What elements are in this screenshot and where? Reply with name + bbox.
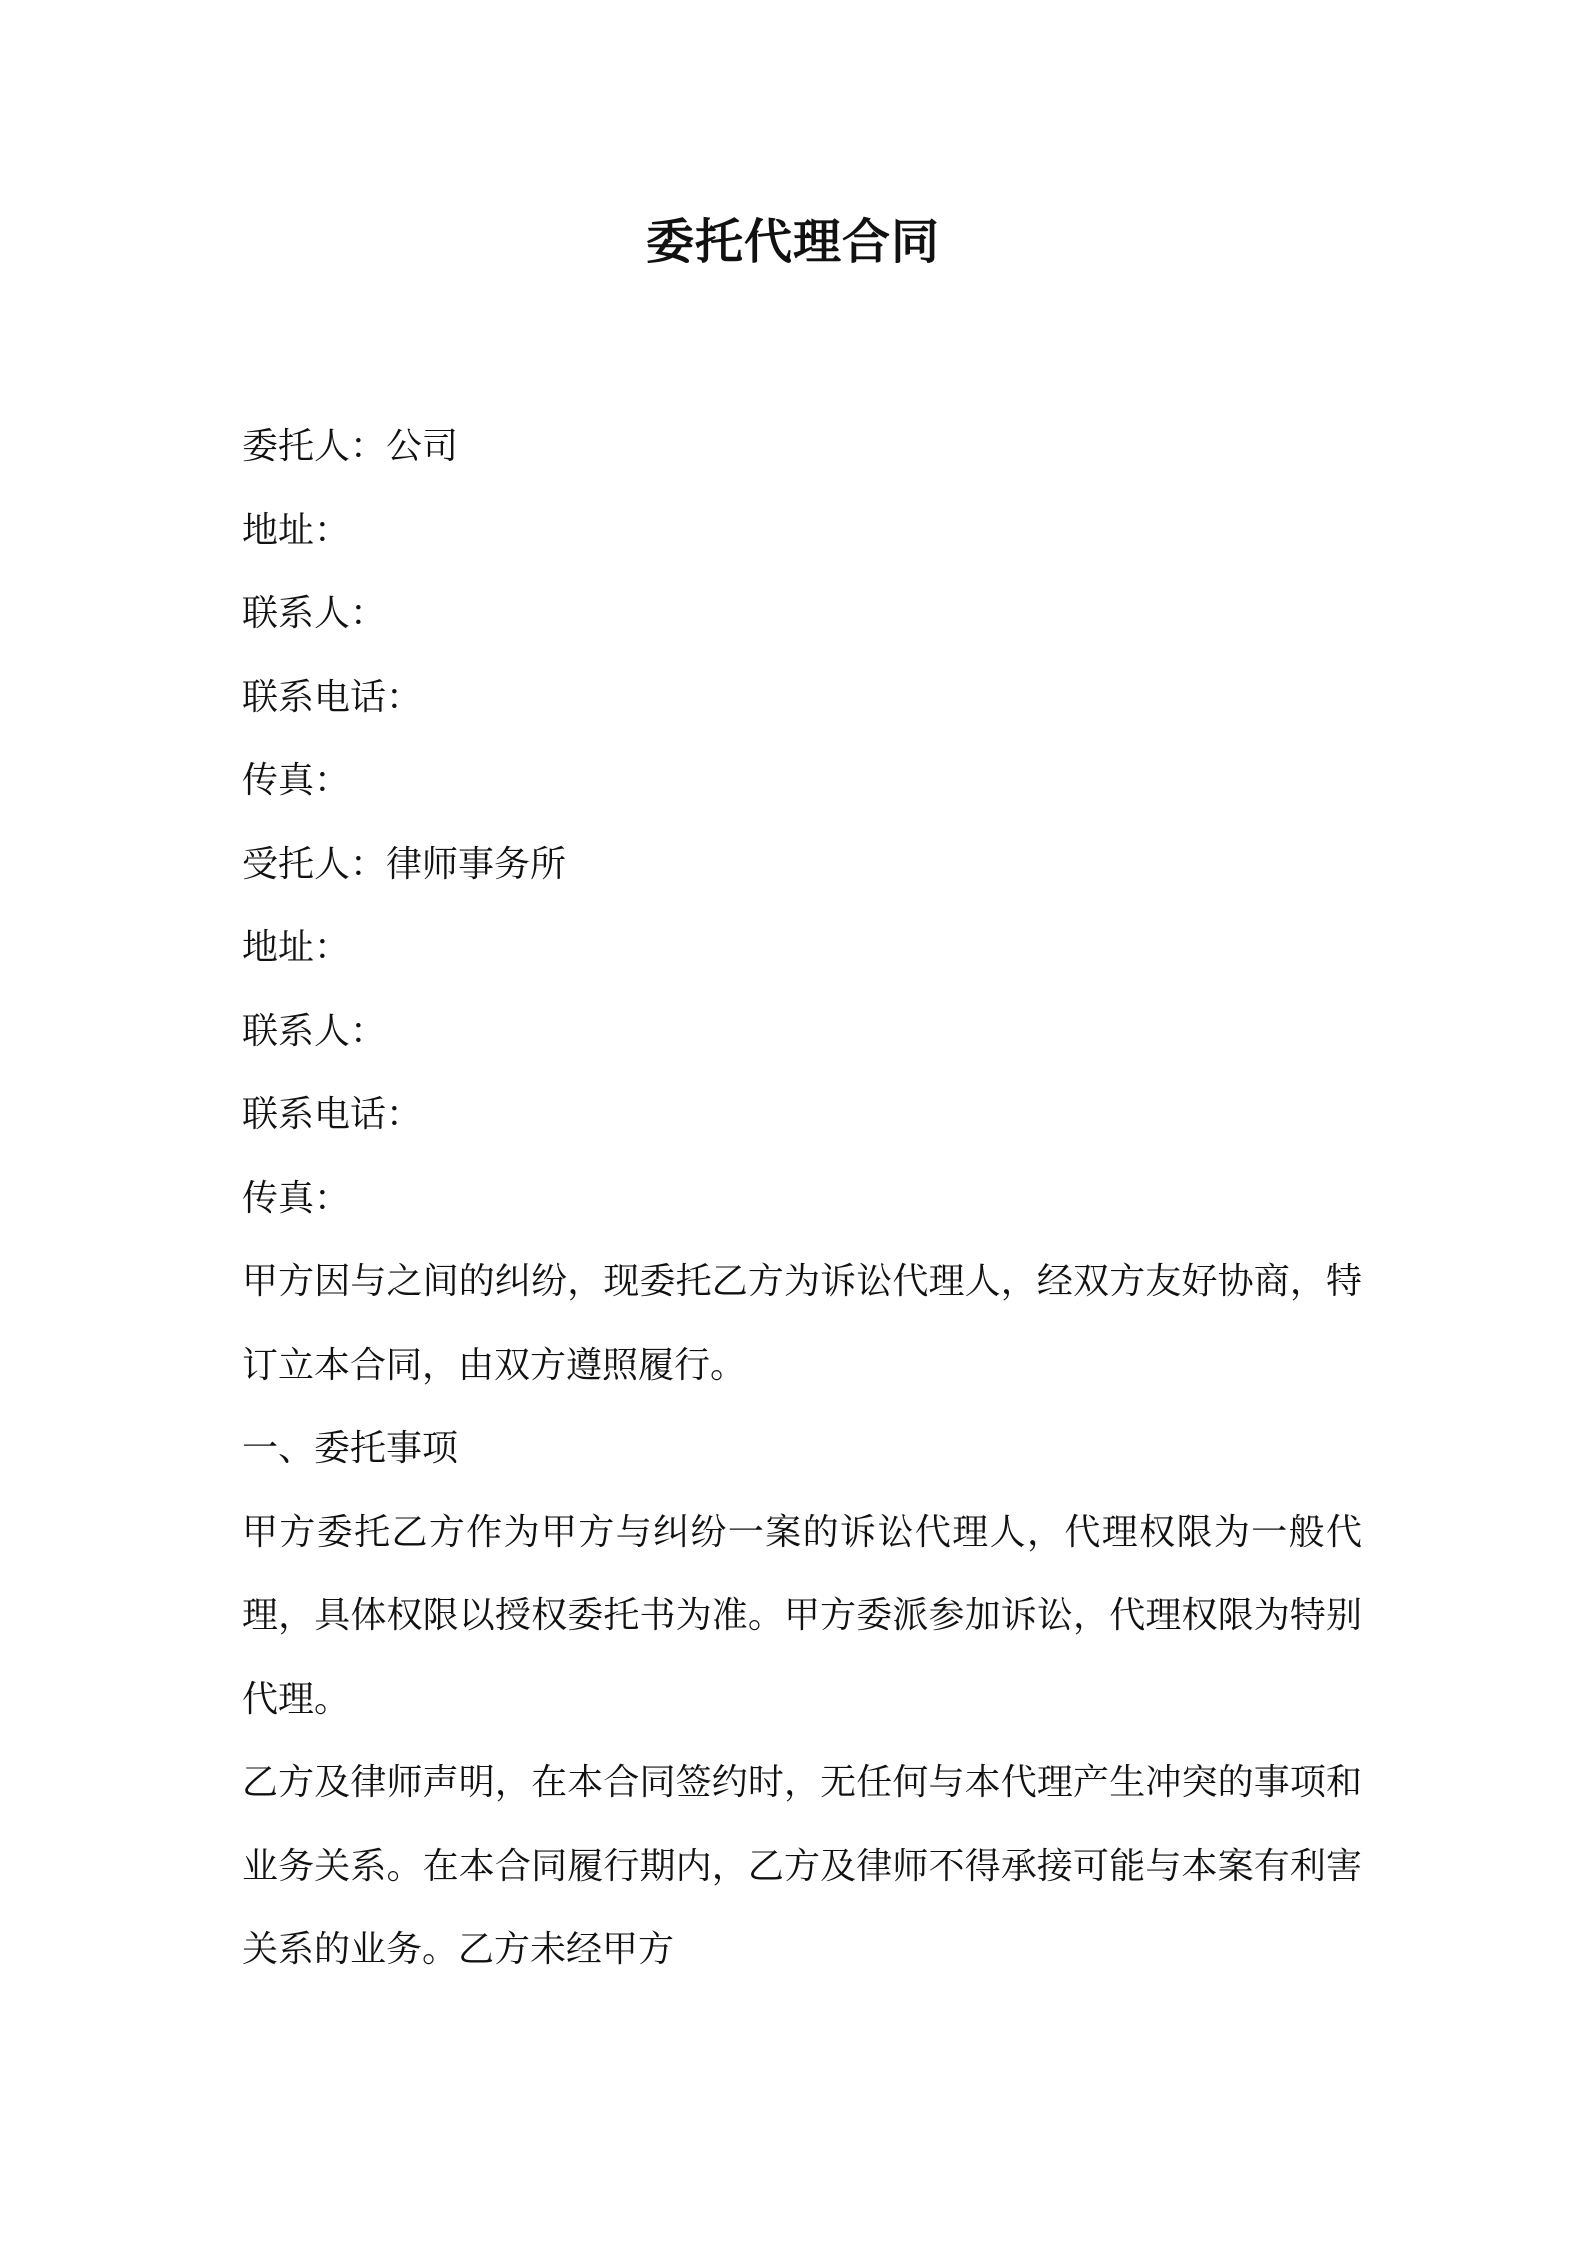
document-body (242, 405, 1362, 1992)
agent-address: 地址： (242, 927, 351, 968)
agent-fax: 传真： (242, 1177, 351, 1219)
intro-paragraph: 甲方因与之间的纠纷，现委托乙方为诉讼代理人，经双方友好协商，特订立本合同，由双方遵照履行。 (242, 1261, 1362, 1386)
agent-contact: 联系人： (242, 1010, 387, 1052)
principal-phone: 联系电话： (242, 676, 423, 718)
principal-name: 委托人：公司 (242, 426, 459, 467)
document-title: 委托代理合同 (645, 214, 940, 270)
principal-fax: 传真： (242, 760, 351, 801)
principal-contact: 联系人： (242, 593, 387, 634)
section-paragraph: 甲方委托乙方作为甲方与纠纷一案的诉讼代理人，代理权限为一般代理，具体权限以授权委托书为准。甲方委派参加诉讼，代理权限为特别代理。 (242, 1511, 1362, 1720)
section-paragraph: 乙方及律师声明，在本合同签约时，无任何与本代理产生冲突的事项和业务关系。在本合同履行期内，乙方及律师不得承接可能与本案有利害关系的业务。乙方未经甲方 (242, 1762, 1362, 1970)
section-heading: 一、委托事项 (242, 1428, 459, 1469)
agent-phone: 联系电话： (242, 1094, 423, 1135)
principal-address: 地址： (242, 509, 351, 551)
agent-name: 受托人：律师事务所 (242, 843, 567, 885)
